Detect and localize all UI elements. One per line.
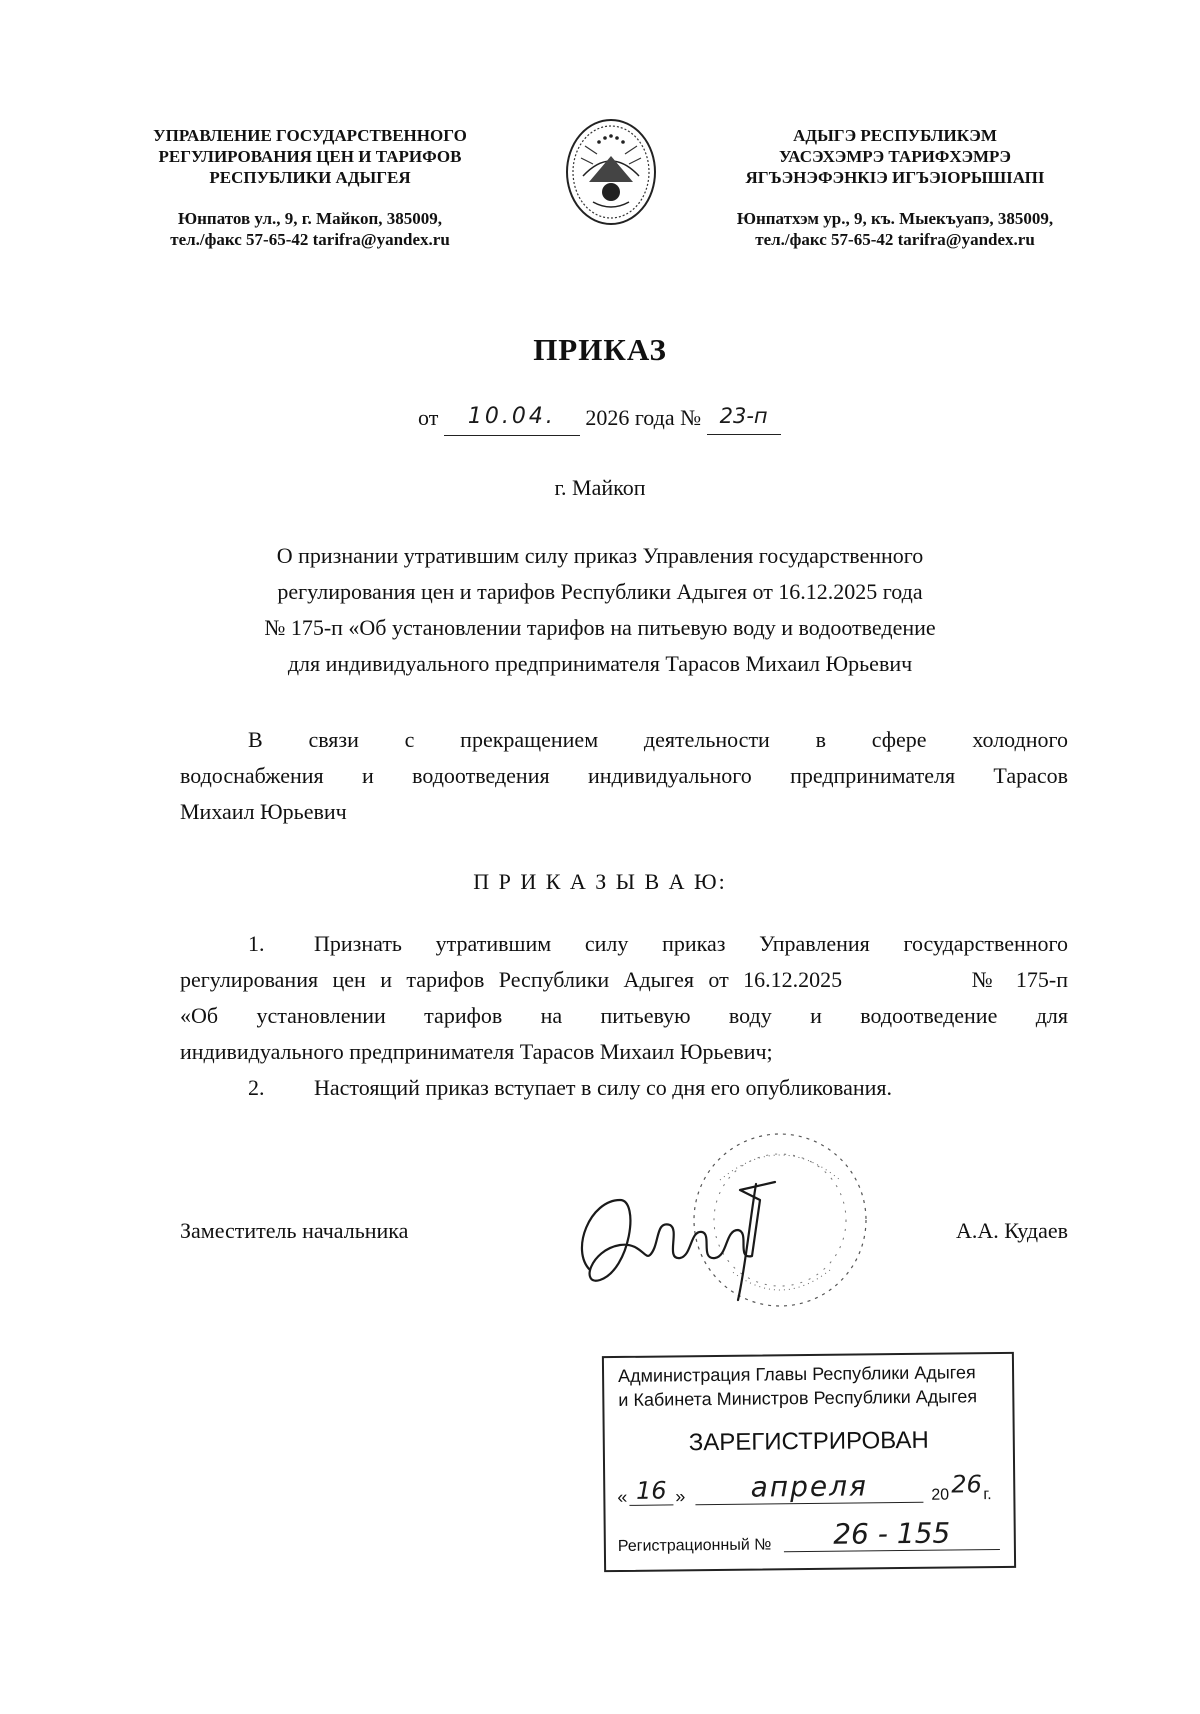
preamble-block xyxy=(180,722,1068,830)
org-address-ru-line-2: тел./факс 57-65-42 tarifra@yandex.ru xyxy=(170,230,450,249)
stamp-reg-row xyxy=(617,1516,1008,1560)
preamble-line-3: Михаил Юрьевич xyxy=(180,799,347,824)
item-1 xyxy=(180,926,1068,1070)
stamp-day: 16 xyxy=(635,1476,667,1505)
signer-position: Заместитель начальника xyxy=(180,1218,409,1243)
item-1-line-2: регулирования цен и тарифов Республики Адыгея от 16.12.2025 № 175-п xyxy=(180,967,1068,992)
org-name-ady-line-3: ЯГЪЭНЭФЭНКІЭ ИГЪЭІОРЫШІАПІ xyxy=(745,168,1045,187)
date-suffix: 2026 года № xyxy=(585,405,702,430)
item-2 xyxy=(180,1070,1068,1106)
number-field xyxy=(707,398,781,435)
item-1-number: 1. xyxy=(248,931,265,956)
org-name-ru-line-3: РЕСПУБЛИКИ АДЫГЕЯ xyxy=(209,168,411,187)
org-address-ady-line-1: Юнпатхэм ур., 9, къ. Мыекъуапэ, 385009, xyxy=(736,209,1054,228)
document-title: ПРИКАЗ xyxy=(533,332,667,367)
stamp-reg-number: 26 - 155 xyxy=(833,1516,951,1551)
registration-stamp xyxy=(602,1352,1016,1572)
city: г. Майкоп xyxy=(554,475,646,500)
stamp-year-suffix: 26 xyxy=(951,1470,982,1499)
stamp-close-quote: » xyxy=(675,1486,686,1507)
org-address-ru-line-1: Юнпатов ул., 9, г. Майкоп, 385009, xyxy=(177,209,443,228)
order-word: П Р И К А З Ы В А Ю: xyxy=(473,869,727,894)
subject-line-2: регулирования цен и тарифов Республики Адыгея от 16.12.2025 года xyxy=(277,579,923,604)
date-field xyxy=(444,398,580,436)
item-1-line-4: индивидуального предпринимателя Тарасов Михаил Юрьевич; xyxy=(180,1039,773,1064)
item-2-line-1: Настоящий приказ вступает в силу со дня его опубликования. xyxy=(314,1075,893,1100)
stamp-status: ЗАРЕГИСТРИРОВАН xyxy=(688,1426,929,1457)
signature-icon xyxy=(560,1160,800,1310)
subject-line-3: № 175-п «Об установлении тарифов на питьевую воду и водоотведение xyxy=(264,615,936,640)
item-1-first-line xyxy=(180,926,1068,962)
stamp-year-prefix: 20 xyxy=(931,1486,950,1504)
stamp-org-line-1: Администрация Главы Республики Адыгея xyxy=(617,1362,976,1386)
org-name-ady-line-2: УАСЭХЭМРЭ ТАРИФХЭМРЭ xyxy=(779,147,1011,166)
item-1-line-3: «Об установлении тарифов на питьевую воду и водоотведение для xyxy=(180,1003,1068,1028)
stamp-year-unit: г. xyxy=(983,1486,992,1504)
org-name-ru-line-2: РЕГУЛИРОВАНИЯ ЦЕН И ТАРИФОВ xyxy=(158,147,462,166)
org-address-ady-line-2: тел./факс 57-65-42 tarifra@yandex.ru xyxy=(755,230,1035,249)
org-name-ru-line-1: УПРАВЛЕНИЕ ГОСУДАРСТВЕННОГО xyxy=(153,126,467,145)
date-line xyxy=(418,400,838,438)
preamble-line-1: В связи с прекращением деятельности в сфере холодного xyxy=(248,727,1068,752)
subject-line-4: для индивидуального предпринимателя Тарасов Михаил Юрьевич xyxy=(287,651,913,676)
item-1-line-1: Признать утратившим силу приказ Управления государственного xyxy=(314,931,1068,956)
stamp-org-line-2: и Кабинета Министров Республики Адыгея xyxy=(618,1386,978,1410)
left-header xyxy=(120,125,500,250)
stamp-date-row xyxy=(617,1469,1007,1510)
number-handwritten: 23-п xyxy=(719,404,768,428)
subject-line-1: О признании утратившим силу приказ Управления государственного xyxy=(276,543,924,568)
right-header xyxy=(695,125,1095,250)
order-items xyxy=(180,926,1068,1106)
signer-name: А.А. Кудаев xyxy=(955,1218,1068,1243)
stamp-reg-label: Регистрационный № xyxy=(617,1536,772,1556)
stamp-month-field xyxy=(695,1469,923,1505)
date-handwritten: 10.04. xyxy=(467,404,556,429)
subject-block xyxy=(180,538,1020,682)
stamp-month: апреля xyxy=(750,1469,869,1504)
date-prefix: от xyxy=(418,405,439,430)
emblem-icon xyxy=(563,116,659,228)
stamp-reg-field xyxy=(784,1516,1000,1552)
stamp-open-quote: « xyxy=(617,1486,628,1508)
org-name-ady-line-1: АДЫГЭ РЕСПУБЛИКЭМ xyxy=(793,126,997,145)
item-2-number: 2. xyxy=(248,1075,265,1100)
stamp-day-field xyxy=(629,1476,673,1505)
preamble-line-2: водоснабжения и водоотведения индивидуального предпринимателя Тарасов xyxy=(180,763,1068,788)
